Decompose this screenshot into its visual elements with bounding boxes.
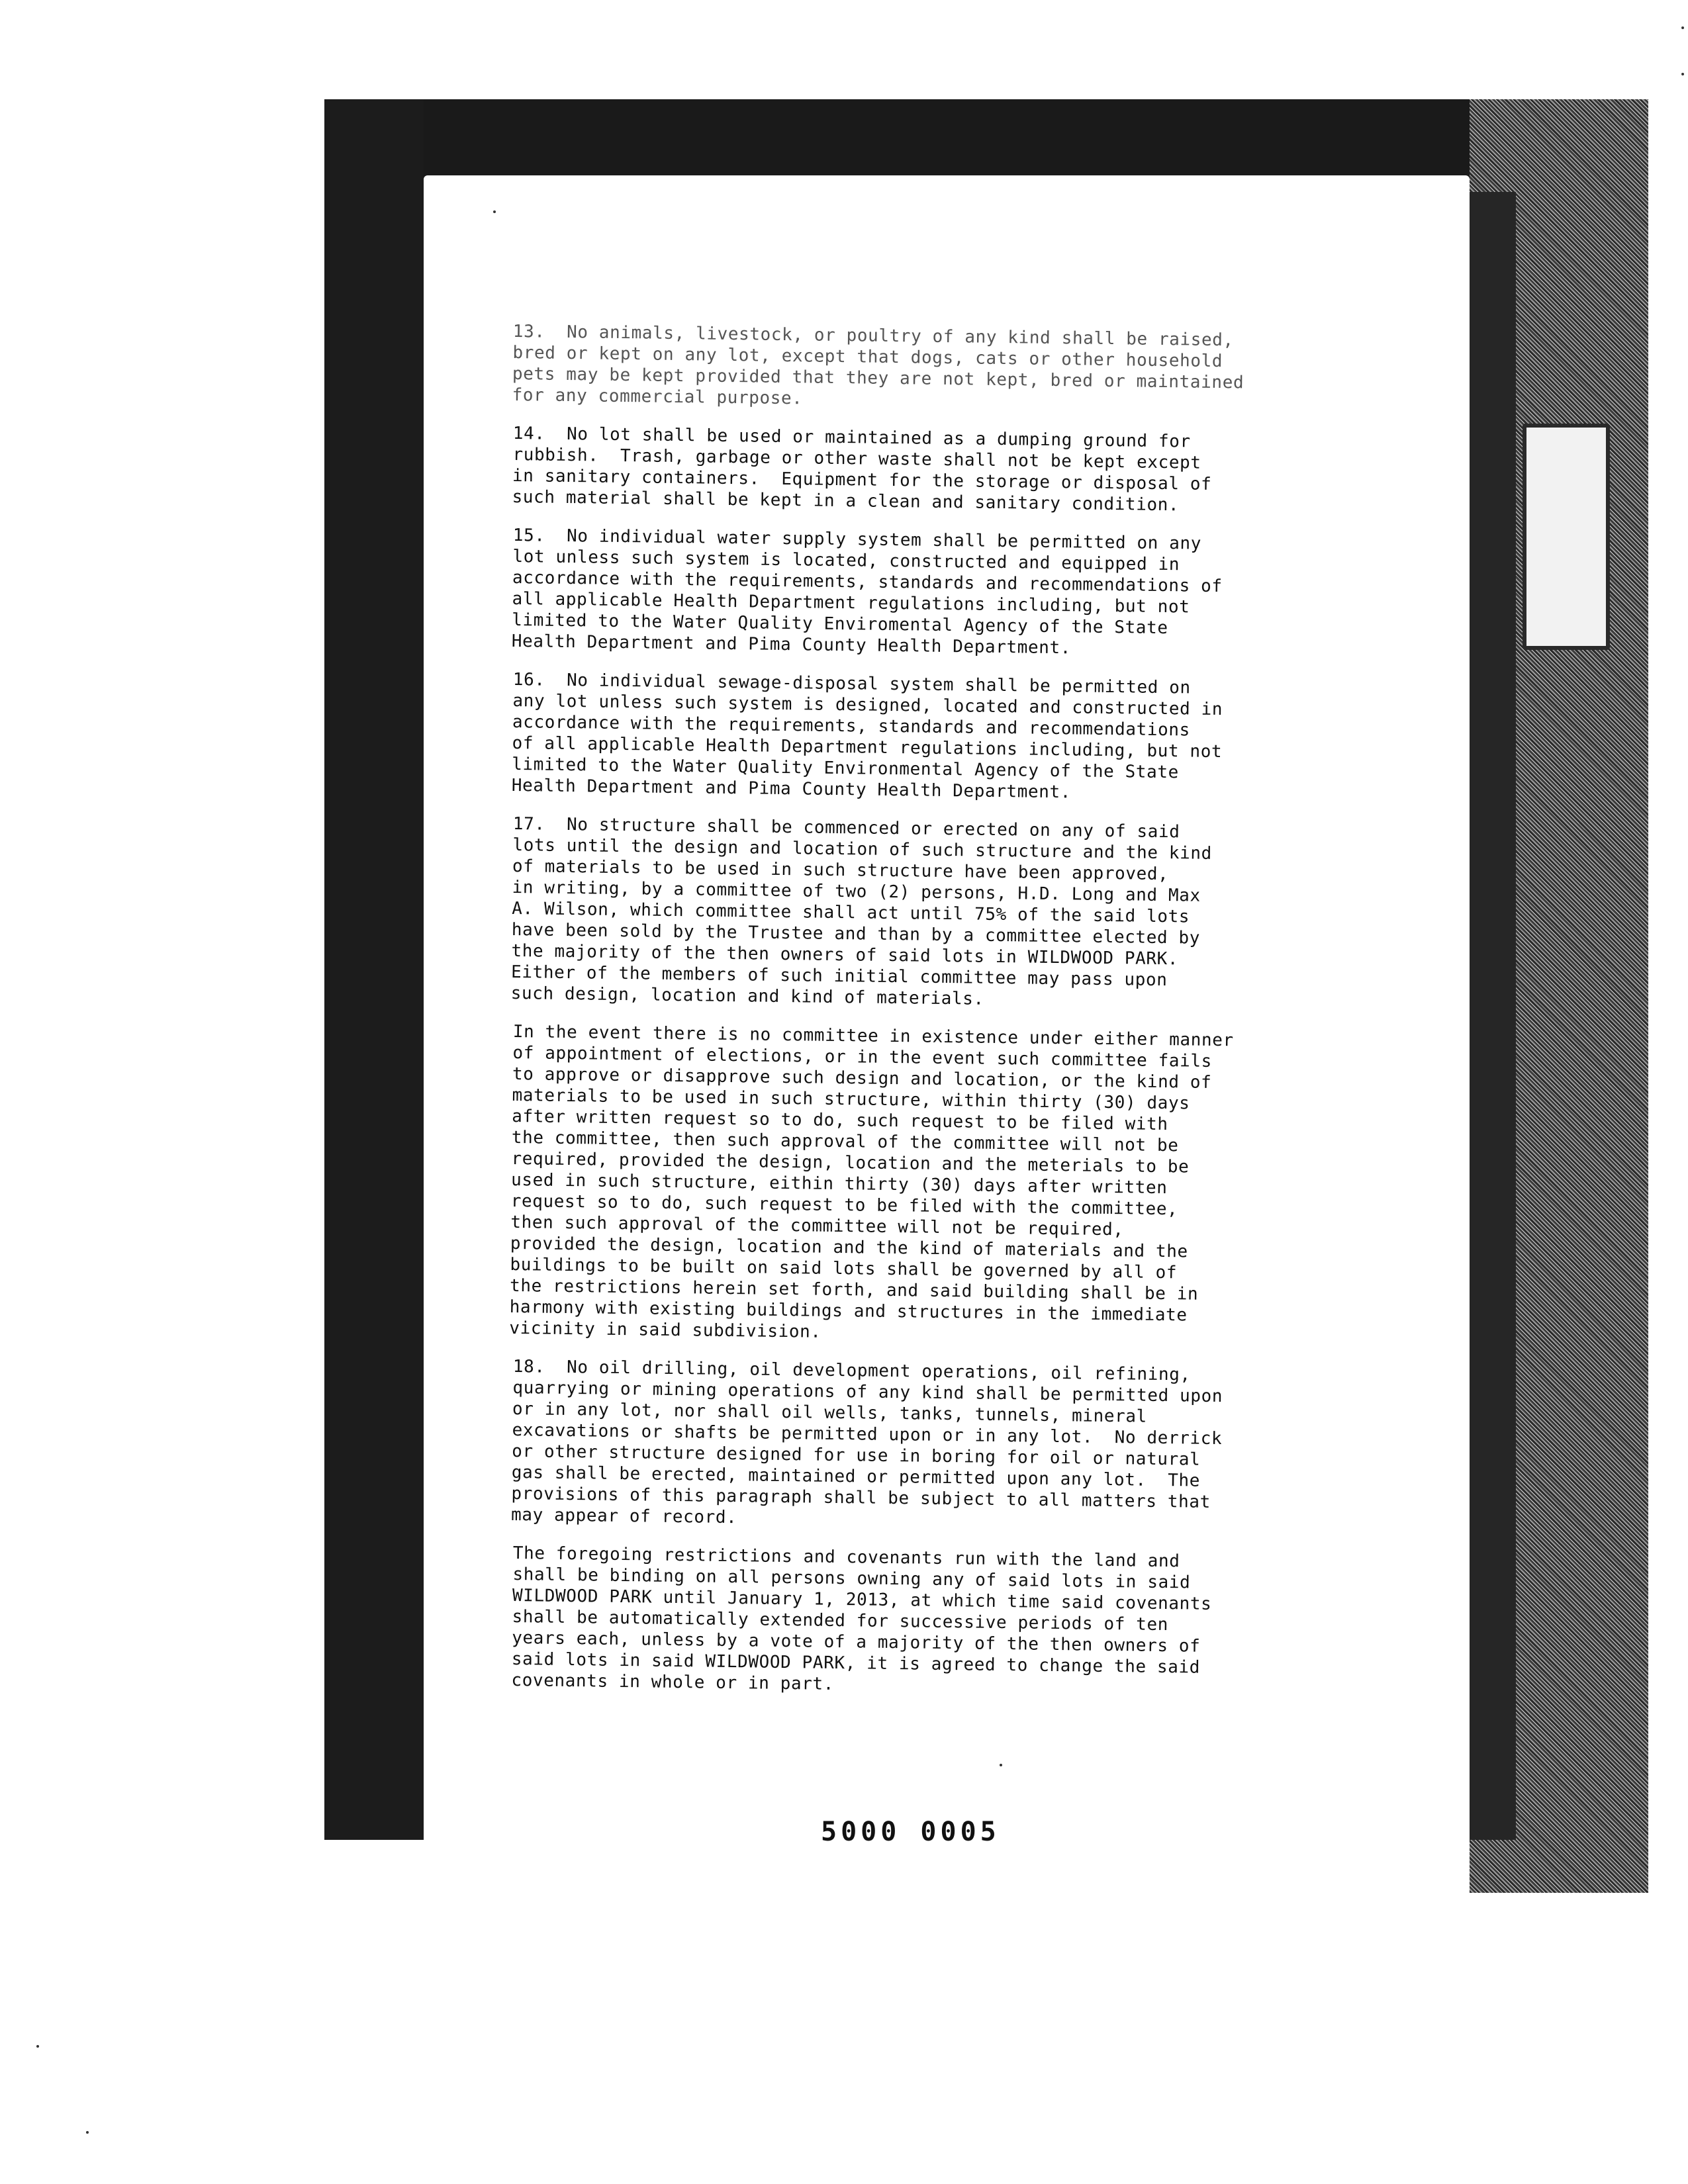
scan-frame-left <box>324 99 424 1840</box>
scan-speck <box>493 210 496 213</box>
page-number: 5000 0005 <box>821 1817 1000 1847</box>
page-tab <box>1523 424 1610 650</box>
paragraph-committee-event: In the event there is no committee in existence under either manner of appointment of elections, or in the event such committee fails to approve or disapprove such design and location, or the kind of materials to be used in such structure, within thirty (30) days after written request so to do, such request to be filed with the committee, then such approval of the committee will not be required, provided the design, location and the meterials to be used in such structure, eithin thirty (30) days after written request so to do, such request to be filed with the committee, then such approval of the committee will not be required, provided the design, location and the kind of materials and the buildings to be built on said lots shall be governed by all of the restrictions herein set forth, and said building shall be in harmony with existing buildings and structures in the immediate vicinity in said subdivision. <box>509 1021 1234 1342</box>
scan-speck <box>1000 1764 1002 1766</box>
paragraph-14: 14. No lot shall be used or maintained as a dumping ground for rubbish. Trash, garbage or other waste shall not be kept except in sanitary containers. Equipment for the storage or disposal of such material shall be kept in a clean and sanitary condition. <box>512 423 1212 516</box>
scan-speck <box>86 2131 89 2134</box>
paragraph-16: 16. No individual sewage-disposal system shall be permitted on any lot unless such system is designed, located and constructed in accordance with the requirements, standards and recommendations of all applicable Health Department regulations including, but not limited to the Water Quality Environmental Agency of the State Health Department and Pima County Health Department. <box>511 669 1223 803</box>
paragraph-13: 13. No animals, livestock, or poultry of any kind shall be raised, bred or kept on any lot, except that dogs, cats or other household pets may be kept provided that they are not kept, bred or maintained for any commercial purpose. <box>512 321 1244 409</box>
paragraph-covenants: The foregoing restrictions and covenants run with the land and shall be binding on all persons owning any of said lots in said WILDWOOD PARK until January 1, 2013, at which time said covenants shall be automatically extended for successive periods of ten years each, unless by a vote of a majority of the then owners of said lots in said WILDWOOD PARK, it is agreed to change the said covenants in whole or in part. <box>511 1543 1212 1694</box>
scan-speck <box>1681 26 1684 29</box>
paragraph-15: 15. No individual water supply system shall be permitted on any lot unless such system is located, constructed and equipped in accordance with the requirements, standards and recommendations of all applicable Health Department regulations including, but not limited to the Water Quality Enviromental Agency of the State Health Department and Pima County Health Department. <box>511 525 1223 659</box>
paragraph-18: 18. No oil drilling, oil development operations, oil refining, quarrying or mining operations of any kind shall be permitted upon or in any lot, nor shall oil wells, tanks, tunnels, mineral excavations or shafts be permitted upon or in any lot. No derrick or other structure designed for use in boring for oil or natural gas shall be erected, maintained or permitted upon any lot. The provisions of this paragraph shall be subject to all matters that may appear of record. <box>510 1357 1223 1528</box>
scan-frame-right-inner <box>1470 192 1516 1840</box>
paragraph-17: 17. No structure shall be commenced or erected on any of said lots until the design and location of such structure and the kind of materials to be used in such structure have been approved, in writing, by a committee of two (2) persons, H.D. Long and Max A. Wilson, which committee shall act until 75% of the said lots have been sold by the Trustee and than by a committee elected by the majority of the then owners of said lots in WILDWOOD PARK. Either of the members of such initial committee may pass upon such design, location and kind of materials. <box>510 814 1212 1009</box>
scan-speck <box>36 2045 39 2048</box>
scan-speck <box>1681 73 1684 75</box>
document-body <box>509 321 1387 1708</box>
